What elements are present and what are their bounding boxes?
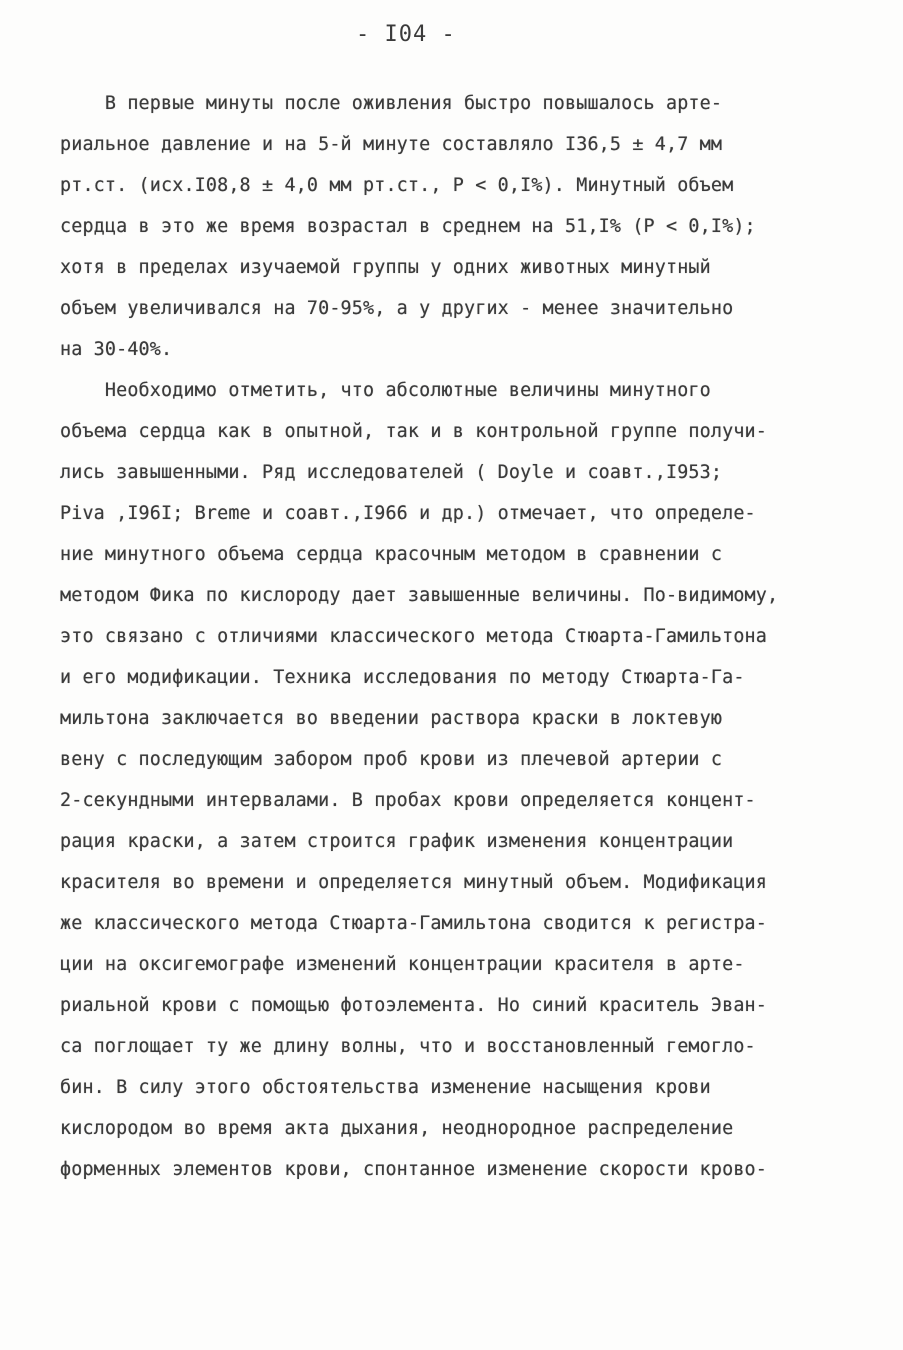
text-line: ции на оксигемографе изменений концентрации красителя в арте-: [60, 954, 745, 975]
text-line: риальное давление и на 5-й минуте составляло I36,5 ± 4,7 мм: [60, 134, 723, 155]
text-line: кислородом во время акта дыхания, неоднородное распределение: [60, 1118, 734, 1139]
text-line: В первые минуты после оживления быстро повышалось арте-: [60, 93, 723, 114]
text-line: рт.ст. (исх.I08,8 ± 4,0 мм рт.ст., P < 0,I%). Минутный объем: [60, 175, 734, 196]
text-line: 2-секундными интервалами. В пробах крови определяется концент-: [60, 790, 756, 811]
text-line: же классического метода Стюарта-Гамильтона сводится к регистра-: [60, 913, 767, 934]
text-line: мильтона заключается во введении раствора краски в локтевую: [60, 708, 723, 729]
text-line: Необходимо отметить, что абсолютные величины минутного: [60, 380, 711, 401]
text-line: объем увеличивался на 70-95%, а у других - менее значительно: [60, 298, 734, 319]
text-line: форменных элементов крови, спонтанное изменение скорости крово-: [60, 1159, 767, 1180]
text-line: лись завышенными. Ряд исследователей ( Doyle и соавт.,I953;: [60, 462, 723, 483]
page-number: - I04 -: [356, 22, 456, 47]
text-line: Piva ,I96I; Breme и соавт.,I966 и др.) отмечает, что определе-: [60, 503, 756, 524]
text-line: на 30-40%.: [60, 339, 173, 360]
text-line: са поглощает ту же длину волны, что и восстановленный гемогло-: [60, 1036, 756, 1057]
text-line: красителя во времени и определяется минутный объем. Модификация: [60, 872, 767, 893]
text-line: объема сердца как в опытной, так и в контрольной группе получи-: [60, 421, 767, 442]
text-line: методом Фика по кислороду дает завышенные величины. По-видимому,: [60, 585, 779, 606]
text-line: это связано с отличиями классического метода Стюарта-Гамильтона: [60, 626, 767, 647]
text-line: хотя в пределах изучаемой группы у одних животных минутный: [60, 257, 711, 278]
text-line: ние минутного объема сердца красочным методом в сравнении с: [60, 544, 723, 565]
text-line: риальной крови с помощью фотоэлемента. Но синий краситель Эван-: [60, 995, 767, 1016]
text-line: рация краски, а затем строится график изменения концентрации: [60, 831, 734, 852]
text-line: бин. В силу этого обстоятельства изменение насыщения крови: [60, 1077, 711, 1098]
text-line: вену с последующим забором проб крови из плечевой артерии с: [60, 749, 723, 770]
text-line: сердца в это же время возрастал в среднем на 51,I% (P < 0,I%);: [60, 216, 756, 237]
text-line: и его модификации. Техника исследования по методу Стюарта-Га-: [60, 667, 745, 688]
